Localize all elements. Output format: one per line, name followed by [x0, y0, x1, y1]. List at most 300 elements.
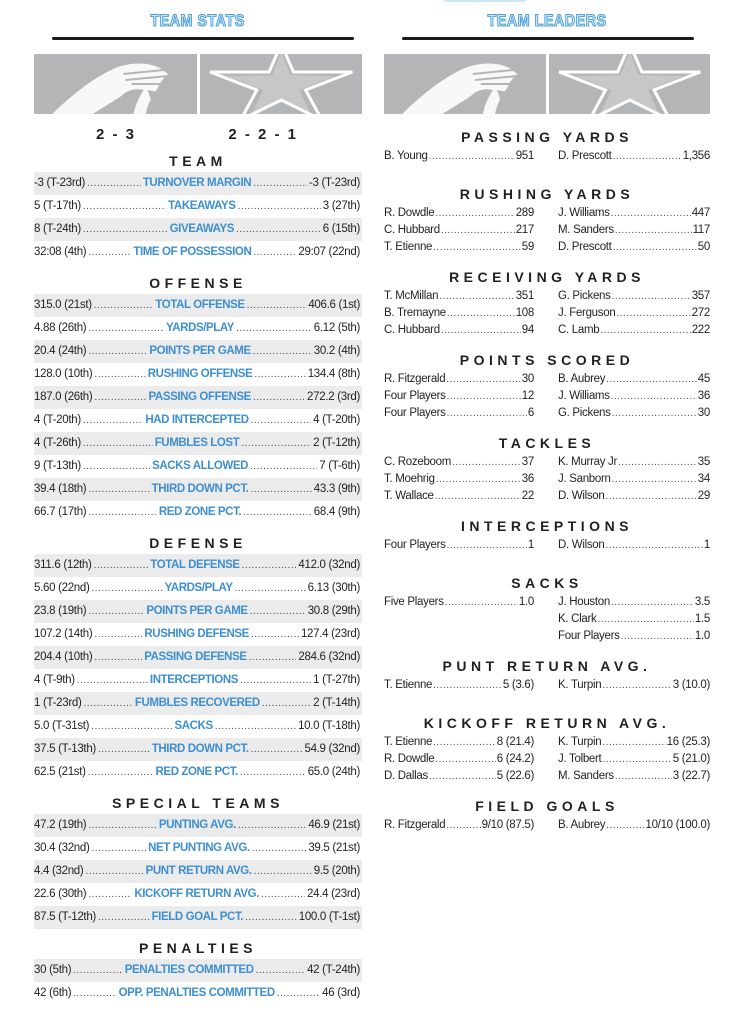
player-stat: 22	[521, 490, 534, 502]
leader-row	[558, 768, 710, 785]
dot-leader	[429, 148, 515, 165]
dot-leader	[88, 478, 149, 501]
cowboys-leaders	[558, 454, 710, 505]
player-name: J. Sanborn	[558, 473, 611, 485]
leader-category	[384, 572, 710, 645]
player-stat: 5 (21.0)	[672, 753, 710, 765]
dot-leader	[237, 195, 320, 218]
dot-leader	[245, 906, 297, 929]
cowboys-stat-value: 7 (T-6th)	[319, 460, 361, 472]
stat-sections	[34, 150, 362, 1005]
dot-leader	[435, 205, 514, 222]
dot-leader	[602, 677, 671, 694]
dot-leader	[615, 768, 672, 785]
panthers-stat-value: 187.0 (26th)	[34, 391, 93, 403]
dot-leader	[441, 322, 521, 339]
player-name: T. Wallace	[384, 490, 434, 502]
dot-leader	[612, 471, 697, 488]
dot-leader	[88, 317, 164, 340]
dot-leader	[83, 455, 150, 478]
dot-leader	[612, 405, 697, 422]
player-stat: 117	[692, 224, 710, 236]
player-name: D. Wilson	[558, 490, 605, 502]
leader-category	[384, 266, 710, 339]
dot-leader	[94, 554, 149, 577]
player-name: R. Fitzgerald	[384, 373, 446, 385]
dot-leader	[85, 860, 143, 883]
player-stat: 12	[521, 390, 534, 402]
leader-row	[558, 405, 710, 422]
player-name: C. Hubbard	[384, 324, 440, 336]
dot-leader	[83, 195, 166, 218]
leader-row	[384, 239, 534, 256]
panthers-stat-value: 37.5 (T-13th)	[34, 743, 96, 755]
dot-leader	[98, 906, 150, 929]
dot-leader	[612, 288, 691, 305]
cowboys-leaders	[558, 371, 710, 422]
cowboys-stat-value: 42 (T-24th)	[307, 964, 361, 976]
leader-row	[558, 239, 710, 256]
dot-leader	[83, 218, 168, 241]
panther-logo-icon	[34, 54, 197, 114]
team-stats-title: TEAM STATS	[150, 11, 246, 30]
stat-label: TURNOVER MARGIN	[142, 177, 252, 189]
dot-leader	[277, 982, 320, 1005]
player-name: T. Etienne	[384, 679, 433, 691]
player-name: R. Dowdle	[384, 753, 435, 765]
dot-leader	[240, 669, 311, 692]
stat-row	[34, 195, 362, 218]
cowboys-stat-value: 68.4 (9th)	[313, 506, 360, 518]
player-name: B. Tremayne	[384, 307, 446, 319]
dot-leader	[98, 738, 150, 761]
leader-row	[558, 628, 710, 645]
dot-leader	[613, 239, 697, 256]
dot-leader	[256, 959, 305, 982]
player-stat: 6 (24.2)	[496, 753, 534, 765]
dot-leader	[92, 837, 147, 860]
stat-row	[34, 906, 362, 929]
dot-leader	[251, 623, 299, 646]
leader-category	[384, 432, 710, 505]
stat-label: PASSING DEFENSE	[144, 651, 247, 663]
panthers-stat-value: 311.6 (12th)	[34, 559, 92, 571]
panthers-stat-value: 8 (T-24th)	[34, 223, 81, 235]
team-stats-banner	[34, 0, 362, 34]
cowboys-stat-value: 4 (T-20th)	[313, 414, 361, 426]
stat-row	[34, 241, 362, 264]
player-name: T. Etienne	[384, 736, 433, 748]
dot-leader	[616, 305, 690, 322]
leader-row	[558, 611, 710, 628]
stat-label: PUNTING AVG.	[158, 819, 236, 831]
stat-label: RED ZONE PCT.	[158, 506, 242, 518]
player-name: R. Fitzgerald	[384, 819, 446, 831]
stat-label: POINTS PER GAME	[146, 605, 248, 617]
dot-leader	[615, 222, 692, 239]
stat-label: SACKS	[174, 720, 213, 732]
dot-leader	[240, 761, 306, 784]
leader-row	[558, 488, 710, 505]
cowboys-stat-value: 284.6 (32nd)	[298, 651, 360, 663]
dot-leader	[94, 294, 154, 317]
dot-leader	[261, 883, 305, 906]
player-stat: 1,356	[682, 150, 710, 162]
stat-label: RUSHING OFFENSE	[147, 368, 253, 380]
leader-row	[384, 222, 534, 239]
leader-row	[558, 471, 710, 488]
player-stat: 217	[515, 224, 534, 236]
panthers-leaders	[384, 537, 534, 554]
stat-label: FUMBLES LOST	[154, 437, 240, 449]
dot-leader	[253, 172, 307, 195]
cowboys-record: 2 - 2 - 1	[228, 126, 298, 143]
stat-label: INTERCEPTIONS	[149, 674, 238, 686]
cowboys-stat-value: 6 (15th)	[322, 223, 360, 235]
dot-leader	[88, 814, 157, 837]
leader-category	[384, 795, 710, 834]
stat-row	[34, 761, 362, 784]
player-name: K. Turpin	[558, 679, 602, 691]
dot-leader	[236, 218, 321, 241]
stat-row	[34, 883, 362, 906]
team-leaders-title: TEAM LEADERS	[487, 11, 607, 30]
cowboys-leaders	[558, 537, 710, 554]
cowboys-stat-value: 412.0 (32nd)	[298, 559, 360, 571]
stat-row	[34, 669, 362, 692]
section-heading: SPECIAL TEAMS	[112, 795, 284, 811]
panthers-stat-value: 66.7 (17th)	[34, 506, 87, 518]
cowboys-stat-value: 272.2 (3rd)	[307, 391, 360, 403]
stat-row	[34, 363, 362, 386]
stat-label: YARDS/PLAY	[166, 322, 235, 334]
stat-row	[34, 600, 362, 623]
player-stat: 351	[515, 290, 534, 302]
cowboys-stat-value: 1 (T-27th)	[313, 674, 360, 686]
dot-leader	[611, 205, 691, 222]
player-name: Four Players	[384, 390, 446, 402]
cowboys-stat-value: 100.0 (T-1st)	[298, 911, 361, 923]
dot-leader	[243, 501, 312, 524]
stat-label: SACKS ALLOWED	[152, 460, 249, 472]
panthers-stat-value: 4 (T-9th)	[34, 674, 75, 686]
category-heading: RECEIVING YARDS	[449, 269, 645, 285]
panthers-stat-value: 315.0 (21st)	[34, 299, 92, 311]
cowboys-stat-value: 406.6 (1st)	[308, 299, 360, 311]
leader-row	[384, 322, 534, 339]
dot-leader	[262, 692, 311, 715]
leader-row	[384, 768, 534, 785]
cowboys-stat-value: 29:07 (22nd)	[298, 246, 360, 258]
leader-category	[384, 712, 710, 785]
section-heading: TEAM	[169, 153, 227, 169]
player-stat: 37	[521, 456, 534, 468]
cowboys-stat-value: 134.4 (8th)	[307, 368, 361, 380]
panthers-stat-value: 128.0 (10th)	[34, 368, 93, 380]
leader-category	[384, 126, 710, 165]
stat-label: GIVEAWAYS	[169, 223, 234, 235]
cowboys-stat-value: 2 (T-14th)	[313, 697, 360, 709]
player-stat: 3 (22.7)	[672, 770, 710, 782]
dot-leader	[600, 322, 690, 339]
dot-leader	[618, 454, 697, 471]
dot-leader	[251, 409, 312, 432]
leader-row	[384, 454, 534, 471]
team-logos	[384, 54, 710, 114]
panthers-leaders	[384, 371, 534, 422]
panthers-stat-value: 4.4 (32nd)	[34, 865, 84, 877]
dot-leader	[88, 501, 157, 524]
dot-leader	[254, 860, 312, 883]
dot-leader	[598, 611, 694, 628]
dot-leader	[606, 537, 703, 554]
player-name: T. McMillan	[384, 290, 439, 302]
cowboys-stat-value: 65.0 (24th)	[307, 766, 361, 778]
stat-label: PASSING OFFENSE	[148, 391, 251, 403]
stat-label: PENALTIES COMMITTED	[124, 964, 254, 976]
leader-row	[384, 305, 534, 322]
player-stat: 1	[527, 539, 534, 551]
panthers-stat-value: 20.4 (24th)	[34, 345, 87, 357]
cowboys-stat-value: 46.9 (21st)	[308, 819, 360, 831]
stat-row	[34, 172, 362, 195]
leader-category	[384, 655, 710, 694]
dot-leader	[253, 241, 296, 264]
player-name: M. Sanders	[558, 224, 614, 236]
panthers-stat-value: 23.8 (19th)	[34, 605, 87, 617]
panthers-stat-value: 4 (T-20th)	[34, 414, 81, 426]
panthers-leaders	[384, 454, 534, 505]
stat-label: KICKOFF RETURN AVG.	[134, 888, 260, 900]
dot-leader	[94, 646, 142, 669]
dot-leader	[611, 388, 697, 405]
dot-leader	[447, 405, 527, 422]
cowboys-leaders	[558, 288, 710, 339]
player-name: J. Tolbert	[558, 753, 602, 765]
leader-row	[558, 371, 710, 388]
player-stat: 951	[515, 150, 534, 162]
player-stat: 8 (21.4)	[496, 736, 534, 748]
stat-label: PUNT RETURN AVG.	[145, 865, 252, 877]
panthers-stat-value: 5.0 (T-31st)	[34, 720, 90, 732]
dot-leader	[606, 371, 697, 388]
dot-leader	[73, 959, 122, 982]
player-stat: 36	[697, 390, 710, 402]
player-name: J. Williams	[558, 207, 610, 219]
stat-row	[34, 814, 362, 837]
panthers-leaders	[384, 148, 534, 165]
dot-leader	[621, 628, 694, 645]
team-leaders-column	[384, 0, 710, 844]
player-name: C. Rozeboom	[384, 456, 452, 468]
panthers-stat-value: 9 (T-13th)	[34, 460, 81, 472]
stat-label: OPP. PENALTIES COMMITTED	[118, 987, 275, 999]
player-stat: 16 (25.3)	[666, 736, 710, 748]
cowboys-stat-value: 2 (T-12th)	[313, 437, 361, 449]
player-stat: 5 (3.6)	[502, 679, 534, 691]
dot-leader	[602, 751, 671, 768]
category-heading: SACKS	[511, 575, 583, 591]
player-stat: 1.5	[694, 613, 710, 625]
leader-row	[558, 305, 710, 322]
player-stat: 59	[521, 241, 534, 253]
leader-row	[558, 537, 710, 554]
player-stat: 10/10 (100.0)	[645, 819, 710, 831]
leader-row	[558, 734, 710, 751]
stat-row	[34, 294, 362, 317]
leader-row	[384, 817, 534, 834]
player-stat: 289	[515, 207, 534, 219]
dot-leader	[87, 172, 141, 195]
leader-row	[558, 594, 710, 611]
stat-row	[34, 860, 362, 883]
player-stat: 50	[697, 241, 710, 253]
category-heading: PASSING YARDS	[461, 129, 633, 145]
dot-leader	[254, 363, 305, 386]
player-stat: 1.0	[518, 596, 534, 608]
stat-row	[34, 409, 362, 432]
panthers-stat-value: 32:08 (4th)	[34, 246, 87, 258]
player-stat: 9/10 (87.5)	[481, 819, 534, 831]
player-name: B. Aubrey	[558, 373, 606, 385]
panthers-stat-value: 30 (5th)	[34, 964, 72, 976]
leader-row	[558, 677, 710, 694]
dot-leader	[249, 646, 297, 669]
dot-leader	[447, 305, 515, 322]
player-name: Five Players	[384, 596, 444, 608]
leader-row	[384, 734, 534, 751]
panthers-stat-value: -3 (T-23rd)	[34, 177, 86, 189]
leader-row	[384, 488, 534, 505]
player-stat: 1	[703, 539, 710, 551]
stat-row	[34, 692, 362, 715]
leader-row	[384, 371, 534, 388]
panthers-record: 2 - 3	[96, 126, 137, 143]
panthers-stat-value: 4 (T-26th)	[34, 437, 81, 449]
player-name: B. Aubrey	[558, 819, 606, 831]
player-stat: 1.0	[694, 630, 710, 642]
dot-leader	[250, 478, 311, 501]
leader-row	[558, 817, 710, 834]
stat-label: TOTAL DEFENSE	[150, 559, 240, 571]
panther-logo-icon	[384, 54, 546, 114]
panthers-stat-value: 204.4 (10th)	[34, 651, 93, 663]
dot-leader	[88, 761, 154, 784]
player-stat: 108	[515, 307, 534, 319]
banner-rule	[402, 37, 694, 40]
leader-row	[558, 205, 710, 222]
dot-leader	[433, 734, 496, 751]
dot-leader	[606, 817, 644, 834]
panthers-stat-value: 42 (6th)	[34, 987, 72, 999]
dot-leader	[83, 432, 153, 455]
cowboys-stat-value: 39.5 (21st)	[308, 842, 361, 854]
stat-row	[34, 386, 362, 409]
stat-row	[34, 455, 362, 478]
player-name: D. Dallas	[384, 770, 428, 782]
dot-leader	[88, 883, 132, 906]
dot-leader	[602, 734, 665, 751]
star-logo-icon	[200, 54, 363, 114]
player-stat: 29	[697, 490, 710, 502]
panthers-stat-value: 22.6 (30th)	[34, 888, 87, 900]
cowboys-stat-value: 10.0 (T-18th)	[298, 720, 361, 732]
cowboys-stat-value: 6.12 (5th)	[313, 322, 361, 334]
stat-row	[34, 317, 362, 340]
panthers-stat-value: 5.60 (22nd)	[34, 582, 90, 594]
panthers-stat-value: 62.5 (21st)	[34, 766, 86, 778]
category-heading: TACKLES	[498, 435, 596, 451]
stat-row	[34, 554, 362, 577]
leader-row	[384, 148, 534, 165]
cowboys-leaders	[558, 817, 710, 834]
stat-label: THIRD DOWN PCT.	[151, 483, 249, 495]
dot-leader	[84, 692, 133, 715]
player-stat: 30	[521, 373, 534, 385]
cowboys-leaders	[558, 734, 710, 785]
dot-leader	[433, 677, 502, 694]
stat-row	[34, 982, 362, 1005]
stat-row	[34, 218, 362, 241]
player-name: T. Etienne	[384, 241, 433, 253]
dot-leader	[83, 409, 144, 432]
dot-leader	[606, 488, 697, 505]
team-logos	[34, 54, 362, 114]
leader-row	[558, 388, 710, 405]
stat-row	[34, 577, 362, 600]
panthers-leaders	[384, 817, 534, 834]
category-heading: PUNT RETURN AVG.	[442, 658, 652, 674]
dot-leader	[446, 817, 480, 834]
player-name: C. Lamb	[558, 324, 600, 336]
player-stat: 36	[521, 473, 534, 485]
panthers-leaders	[384, 734, 534, 785]
stat-label: POINTS PER GAME	[149, 345, 251, 357]
dot-leader	[429, 768, 496, 785]
dot-leader	[94, 386, 146, 409]
stat-label: FUMBLES RECOVERED	[134, 697, 260, 709]
stat-label: TOTAL OFFENSE	[155, 299, 245, 311]
stat-row	[34, 623, 362, 646]
leader-row	[558, 288, 710, 305]
stat-row	[34, 432, 362, 455]
dot-leader	[88, 600, 144, 623]
leader-row	[384, 594, 534, 611]
stat-label: FIELD GOAL PCT.	[151, 911, 244, 923]
player-name: G. Pickens	[558, 290, 611, 302]
player-name: B. Young	[384, 150, 428, 162]
cowboys-leaders	[558, 148, 710, 165]
panthers-stat-value: 47.2 (19th)	[34, 819, 87, 831]
leader-categories	[384, 126, 710, 834]
section-heading: OFFENSE	[149, 275, 247, 291]
cowboys-leaders	[558, 205, 710, 256]
panthers-leaders	[384, 594, 534, 645]
dot-leader	[253, 386, 305, 409]
stat-label: THIRD DOWN PCT.	[151, 743, 249, 755]
panthers-stat-value: 39.4 (18th)	[34, 483, 87, 495]
team-records	[34, 126, 362, 150]
dot-leader	[439, 288, 514, 305]
player-stat: 94	[521, 324, 534, 336]
leader-row	[384, 471, 534, 488]
leader-category	[384, 515, 710, 554]
leader-row	[558, 751, 710, 768]
category-heading: POINTS SCORED	[459, 352, 635, 368]
player-stat: 222	[691, 324, 710, 336]
dot-leader	[433, 239, 521, 256]
dot-leader	[94, 623, 142, 646]
